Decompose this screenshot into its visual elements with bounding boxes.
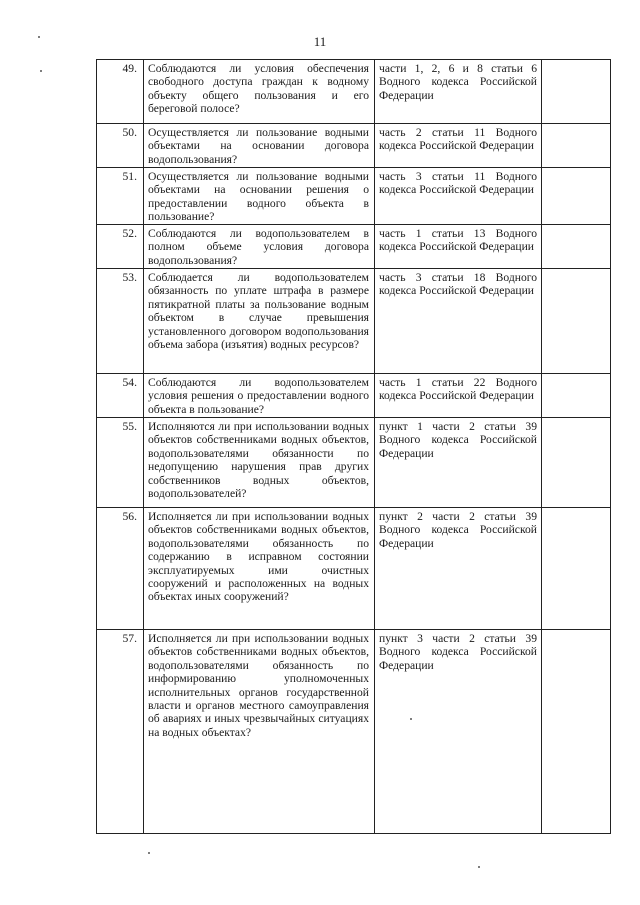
scan-speck: [38, 36, 40, 38]
scan-speck: [148, 852, 150, 854]
empty-answer-cell: [541, 508, 610, 629]
question-cell: Осуществляется ли пользование водными объектами на основании договора водопользования?: [143, 124, 374, 167]
legal-reference-cell: часть 1 статьи 13 Водного кодекса Российской Федерации: [374, 225, 541, 268]
row-number: 54.: [122, 376, 137, 389]
page-number: 11: [313, 34, 327, 49]
empty-answer-cell: [541, 269, 610, 373]
question-cell: Соблюдается ли водопользователем обязанность по уплате штрафа в размере пятикратной платы за пользование водным объектом в случае превышения установленного договором водопользования объема забора (изъятия) водных ресурсов?: [143, 269, 374, 373]
table-row: [97, 167, 610, 224]
question-cell: Соблюдаются ли водопользователем в полном объеме условия договора водопользования?: [143, 225, 374, 268]
scan-speck: [478, 866, 480, 868]
legal-reference-cell: пункт 1 части 2 статьи 39 Водного кодекса Российской Федерации: [374, 418, 541, 507]
scan-speck: [410, 718, 412, 720]
table-row: [97, 373, 610, 417]
row-number: 57.: [122, 632, 137, 645]
empty-answer-cell: [541, 374, 610, 417]
legal-reference-cell: пункт 3 части 2 статьи 39 Водного кодекса Российской Федерации: [374, 630, 541, 833]
empty-answer-cell: [541, 168, 610, 224]
empty-answer-cell: [541, 418, 610, 507]
table-row: [97, 123, 610, 167]
row-number: 56.: [122, 510, 137, 523]
row-number: 49.: [122, 62, 137, 75]
row-number: 55.: [122, 420, 137, 433]
table-row: [97, 417, 610, 507]
legal-reference-cell: часть 2 статьи 11 Водного кодекса Российской Федерации: [374, 124, 541, 167]
legal-reference-cell: часть 1 статьи 22 Водного кодекса Российской Федерации: [374, 374, 541, 417]
table-row: [97, 507, 610, 629]
row-number: 51.: [122, 170, 137, 183]
empty-answer-cell: [541, 630, 610, 833]
question-cell: Исполняется ли при использовании водных объектов собственниками водных объектов, водопользователями обязанность по содержанию в исправном состоянии эксплуатируемых ими очистных сооружений и расположенных на водных объектах иных сооружений?: [143, 508, 374, 629]
empty-answer-cell: [541, 60, 610, 123]
legal-reference-cell: части 1, 2, 6 и 8 статьи 6 Водного кодекса Российской Федерации: [374, 60, 541, 123]
table-row: [97, 224, 610, 268]
empty-answer-cell: [541, 124, 610, 167]
legal-reference-cell: пункт 2 части 2 статьи 39 Водного кодекса Российской Федерации: [374, 508, 541, 629]
table-row: [97, 268, 610, 373]
legal-reference-cell: часть 3 статьи 11 Водного кодекса Российской Федерации: [374, 168, 541, 224]
row-number: 50.: [122, 126, 137, 139]
question-cell: Исполняется ли при использовании водных объектов собственниками водных объектов, водопользователями обязанность по информированию уполномоченных исполнительных органов государственной власти и органов местного самоуправления об авариях и иных чрезвычайных ситуациях на водных объектах?: [143, 630, 374, 833]
row-number: 53.: [122, 271, 137, 284]
question-cell: Соблюдаются ли условия обеспечения свободного доступа граждан к водному объекту общего пользования и его береговой полосе?: [143, 60, 374, 123]
empty-answer-cell: [541, 225, 610, 268]
table-row: [97, 59, 610, 123]
row-number: 52.: [122, 227, 137, 240]
question-cell: Исполняются ли при использовании водных объектов собственниками водных объектов, водопользователями обязанности по недопущению нарушения прав других собственников водных объектов, водопользователей?: [143, 418, 374, 507]
question-cell: Соблюдаются ли водопользователем условия решения о предоставлении водного объекта в пользование?: [143, 374, 374, 417]
question-cell: Осуществляется ли пользование водными объектами на основании решения о предоставлении водного объекта в пользование?: [143, 168, 374, 224]
table-row: [97, 629, 610, 833]
legal-reference-cell: часть 3 статьи 18 Водного кодекса Российской Федерации: [374, 269, 541, 373]
checklist-table: [96, 59, 611, 834]
scan-speck: [40, 70, 42, 72]
